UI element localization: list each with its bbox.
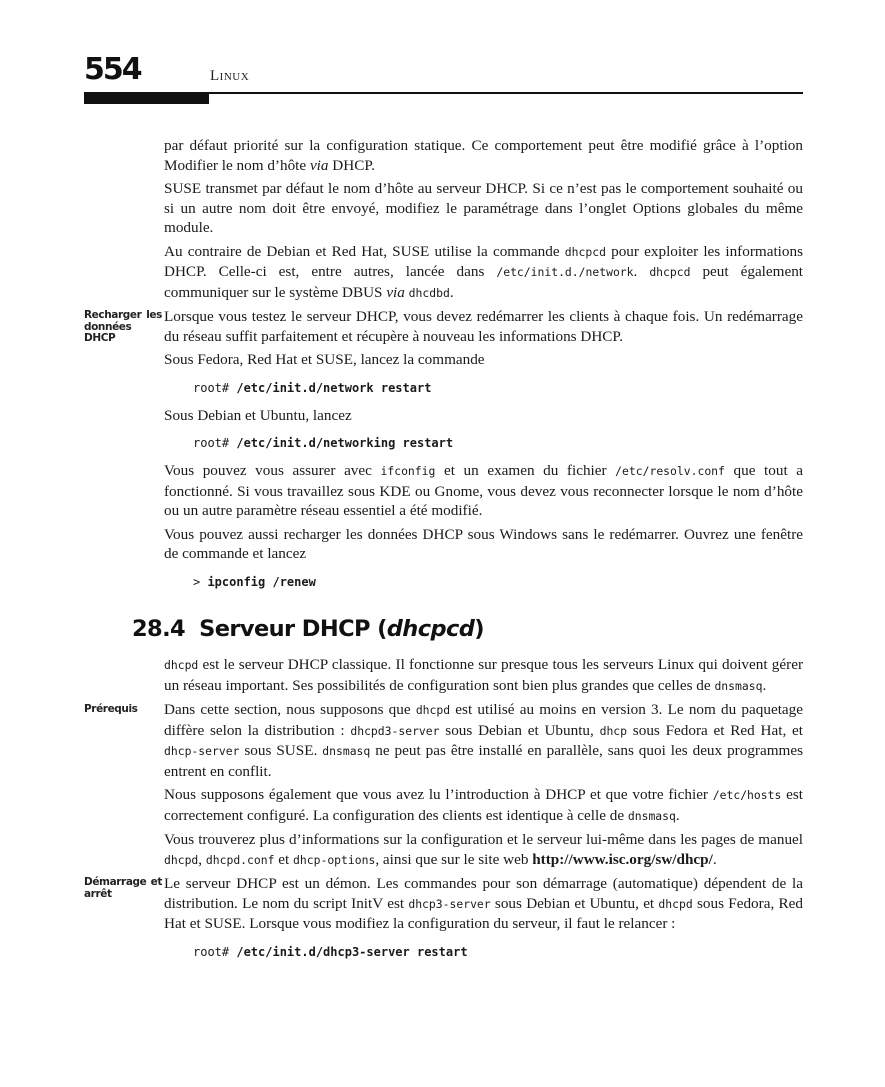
- isc-link[interactable]: http://www.isc.org/sw/dhcp/: [532, 850, 713, 868]
- section-paragraph-1: dhcpd est le serveur DHCP classique. Il fonctionne sur presque tous les serveurs Linux qui doivent gérer un réseau important. Ses possibilités de configuration sont bien plus grandes que celles de dnsmasq.: [164, 656, 803, 694]
- paragraph-4: Lorsque vous testez le serveur DHCP, vous devez redémarrer les clients à chaque fois. Un redémarrage du réseau suffit parfaitement et récupère à nouveau les informations DHCP.: [164, 308, 803, 345]
- section-paragraph-3: Nous supposons également que vous avez lu l’introduction à DHCP et que votre fichier /etc/hosts est correctement configuré. La configuration des clients est identique à celle de dnsmasq.: [164, 786, 803, 824]
- paragraph-8: Vous pouvez aussi recharger les données DHCP sous Windows sans le redémarrer. Ouvrez une fenêtre de commande et lancez: [164, 525, 803, 562]
- section-paragraph-4: Vous trouverez plus d’informations sur la configuration et le serveur lui-même dans les pages de manuel dhcpd, dhcpd.conf et dhcp-options, ainsi que sur le site web http://www.isc.org/sw/dhcp/.: [164, 831, 803, 868]
- margin-note-start-stop: Démarrage et arrêt: [84, 876, 162, 900]
- paragraph-5: Sous Fedora, Red Hat et SUSE, lancez la commande: [164, 351, 485, 368]
- paragraph-6: Sous Debian et Ubuntu, lancez: [164, 406, 352, 424]
- header-bar: [84, 94, 209, 104]
- margin-note-prerequisites: Prérequis: [84, 703, 138, 715]
- code-networking-restart: root# /etc/init.d/networking restart: [193, 436, 454, 450]
- page-number: 554: [84, 52, 141, 87]
- code-dhcp3-restart: root# /etc/init.d/dhcp3-server restart: [193, 944, 468, 959]
- section-paragraph-5: Le serveur DHCP est un démon. Les commandes pour son démarrage (automatique) dépendent de la distribution. Le nom du script InitV est dhcp3-server sous Debian et Ubuntu, et dhcpd sous Fedora, Red Hat et SUSE. Lorsque vous modifiez la configuration du serveur, il faut le relancer :: [164, 875, 803, 932]
- code-network-restart: root# /etc/init.d/network restart: [193, 380, 432, 395]
- running-title: Linux: [210, 68, 250, 84]
- paragraph-2: SUSE transmet par défaut le nom d’hôte au serveur DHCP. Si ce n’est pas le comportement souhaité ou si un autre nom doit être envoyé, modifiez le paramétrage dans l’onglet Options globales du même module.: [164, 180, 803, 236]
- page-body: [84, 136, 804, 970]
- section-heading: 28.4 Serveur DHCP (dhcpcd): [132, 615, 484, 642]
- margin-note-reload: Recharger les données DHCP: [84, 309, 162, 344]
- code-ipconfig-renew: > ipconfig /renew: [193, 574, 316, 589]
- paragraph-1: par défaut priorité sur la configuration statique. Ce comportement peut être modifié grâce à l’option Modifier le nom d’hôte via DHCP.: [164, 137, 803, 174]
- paragraph-3: Au contraire de Debian et Red Hat, SUSE utilise la commande dhcpcd pour exploiter les informations DHCP. Celle-ci est, entre autres, lancée dans /etc/init.d./network. dhcpcd peut également communiquer sur le système DBUS via dhcdbd.: [164, 242, 804, 301]
- paragraph-7: Vous pouvez vous assurer avec ifconfig et un examen du fichier /etc/resolv.conf que tout a fonctionné. Si vous travaillez sous KDE ou Gnome, vous devez vous reconnecter lorsque le nom d’hôte ou un autre paramètre réseau essentiel a été modifié.: [164, 462, 804, 519]
- section-paragraph-2: Dans cette section, nous supposons que dhcpd est utilisé au moins en version 3. Le nom du paquetage diffère selon la distribution : dhcpd3-server sous Debian et Ubuntu, dhcp sous Fedora et Red Hat, et dhcp-server sous SUSE. dnsmasq ne peut pas être installé en parallèle, sans quoi les deux programmes entrent en conflit.: [164, 701, 803, 780]
